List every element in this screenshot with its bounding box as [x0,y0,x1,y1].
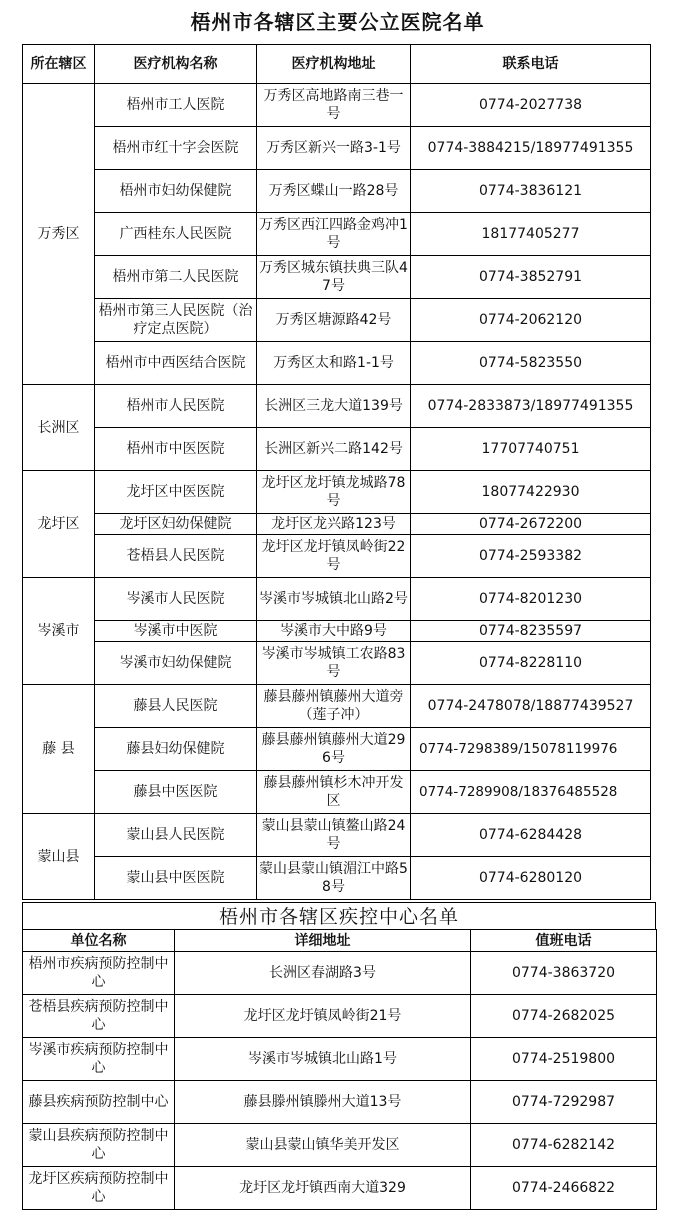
hospital-row [23,685,651,728]
phone-cell: 0774-6284428 [411,814,651,857]
cdc-phone-cell: 0774-3863720 [471,952,657,995]
institution-address-cell: 长洲区三龙大道139号 [257,385,411,428]
cdc-address-cell: 龙圩区龙圩镇西南大道329 [175,1167,471,1210]
phone-cell: 18177405277 [411,213,651,256]
cdc-phone-cell: 0774-6282142 [471,1124,657,1167]
cdc-table-header [23,930,657,952]
phone-cell: 17707740751 [411,428,651,471]
district-cell: 长洲区 [23,385,95,471]
header-unit-name: 单位名称 [23,930,175,952]
institution-name-cell: 梧州市红十字会医院 [95,127,257,170]
cdc-row [23,1124,657,1167]
phone-cell: 0774-3836121 [411,170,651,213]
institution-address-cell: 蒙山县蒙山镇鳌山路24号 [257,814,411,857]
institution-address-cell: 岑溪市岑城镇工农路83号 [257,642,411,685]
institution-name-cell: 岑溪市妇幼保健院 [95,642,257,685]
header-institution-name: 医疗机构名称 [95,45,257,84]
header-phone: 联系电话 [411,45,651,84]
cdc-unit-cell: 苍梧县疾病预防控制中心 [23,995,175,1038]
hospital-row [23,771,651,814]
phone-cell: 0774-2672200 [411,514,651,535]
hospital-row [23,814,651,857]
institution-name-cell: 梧州市人民医院 [95,385,257,428]
institution-name-cell: 梧州市妇幼保健院 [95,170,257,213]
institution-address-cell: 万秀区高地路南三巷一号 [257,84,411,127]
institution-name-cell: 蒙山县人民医院 [95,814,257,857]
hospital-row [23,642,651,685]
institution-address-cell: 岑溪市大中路9号 [257,621,411,642]
phone-cell: 0774-2833873/18977491355 [411,385,651,428]
institution-name-cell: 藤县妇幼保健院 [95,728,257,771]
hospital-table-body [23,84,651,900]
cdc-unit-cell: 龙圩区疾病预防控制中心 [23,1167,175,1210]
phone-cell: 0774-8228110 [411,642,651,685]
cdc-address-cell: 岑溪市岑城镇北山路1号 [175,1038,471,1081]
hospital-row [23,299,651,342]
phone-cell: 0774-2593382 [411,535,651,578]
cdc-row [23,1167,657,1210]
cdc-address-cell: 龙圩区龙圩镇凤岭街21号 [175,995,471,1038]
institution-name-cell: 苍梧县人民医院 [95,535,257,578]
hospital-row [23,514,651,535]
hospital-row [23,471,651,514]
cdc-row [23,952,657,995]
institution-name-cell: 广西桂东人民医院 [95,213,257,256]
institution-address-cell: 龙圩区龙圩镇龙城路78号 [257,471,411,514]
institution-address-cell: 万秀区新兴一路3-1号 [257,127,411,170]
institution-name-cell: 龙圩区妇幼保健院 [95,514,257,535]
phone-cell: 0774-2478078/18877439527 [411,685,651,728]
institution-address-cell: 岑溪市岑城镇北山路2号 [257,578,411,621]
institution-address-cell: 万秀区城东镇扶典三队47号 [257,256,411,299]
cdc-table [22,929,657,1210]
institution-name-cell: 梧州市第二人民医院 [95,256,257,299]
phone-cell: 0774-8235597 [411,621,651,642]
cdc-row [23,1038,657,1081]
institution-address-cell: 龙圩区龙圩镇凤岭街22号 [257,535,411,578]
hospital-row [23,342,651,385]
institution-address-cell: 藤县藤州镇藤州大道旁（莲子冲） [257,685,411,728]
institution-name-cell: 藤县中医医院 [95,771,257,814]
hospital-row [23,213,651,256]
phone-cell: 18077422930 [411,471,651,514]
institution-name-cell: 岑溪市人民医院 [95,578,257,621]
institution-name-cell: 梧州市工人医院 [95,84,257,127]
cdc-list-title: 梧州市各辖区疾控中心名单 [22,902,656,930]
institution-name-cell: 龙圩区中医医院 [95,471,257,514]
cdc-phone-cell: 0774-2466822 [471,1167,657,1210]
institution-address-cell: 万秀区塘源路42号 [257,299,411,342]
hospital-row [23,170,651,213]
header-duty-phone: 值班电话 [471,930,657,952]
cdc-phone-cell: 0774-2519800 [471,1038,657,1081]
district-cell: 万秀区 [23,84,95,385]
hospital-list-title: 梧州市各辖区主要公立医院名单 [190,10,485,34]
header-detail-address: 详细地址 [175,930,471,952]
district-cell: 蒙山县 [23,814,95,900]
phone-cell: 0774-7289908/18376485528 [411,771,651,814]
institution-address-cell: 万秀区西江四路金鸡冲1号 [257,213,411,256]
hospital-row [23,535,651,578]
cdc-address-cell: 长洲区春湖路3号 [175,952,471,995]
phone-cell: 0774-3884215/18977491355 [411,127,651,170]
hospital-row [23,256,651,299]
institution-address-cell: 万秀区蝶山一路28号 [257,170,411,213]
phone-cell: 0774-5823550 [411,342,651,385]
institution-address-cell: 长洲区新兴二路142号 [257,428,411,471]
phone-cell: 0774-8201230 [411,578,651,621]
cdc-unit-cell: 梧州市疾病预防控制中心 [23,952,175,995]
cdc-phone-cell: 0774-7292987 [471,1081,657,1124]
institution-name-cell: 藤县人民医院 [95,685,257,728]
cdc-table-body [23,952,657,1210]
hospital-table-header [23,45,651,84]
institution-name-cell: 蒙山县中医医院 [95,857,257,900]
hospital-table [22,44,651,900]
phone-cell: 0774-7298389/15078119976 [411,728,651,771]
hospital-row [23,127,651,170]
hospital-row [23,728,651,771]
hospital-row [23,621,651,642]
hospital-row [23,385,651,428]
cdc-address-cell: 蒙山县蒙山镇华美开发区 [175,1124,471,1167]
institution-name-cell: 梧州市第三人民医院（治疗定点医院） [95,299,257,342]
cdc-row [23,995,657,1038]
phone-cell: 0774-3852791 [411,256,651,299]
header-district: 所在辖区 [23,45,95,84]
cdc-unit-cell: 岑溪市疾病预防控制中心 [23,1038,175,1081]
cdc-address-cell: 藤县滕州镇滕州大道13号 [175,1081,471,1124]
header-institution-address: 医疗机构地址 [257,45,411,84]
hospital-row [23,578,651,621]
hospital-row [23,84,651,127]
institution-address-cell: 蒙山县蒙山镇湄江中路58号 [257,857,411,900]
cdc-row [23,1081,657,1124]
phone-cell: 0774-6280120 [411,857,651,900]
district-cell: 岑溪市 [23,578,95,685]
institution-address-cell: 万秀区太和路1-1号 [257,342,411,385]
institution-name-cell: 岑溪市中医院 [95,621,257,642]
cdc-unit-cell: 蒙山县疾病预防控制中心 [23,1124,175,1167]
hospital-row [23,857,651,900]
cdc-unit-cell: 藤县疾病预防控制中心 [23,1081,175,1124]
phone-cell: 0774-2062120 [411,299,651,342]
district-cell: 藤 县 [23,685,95,814]
cdc-phone-cell: 0774-2682025 [471,995,657,1038]
institution-address-cell: 龙圩区龙兴路123号 [257,514,411,535]
institution-address-cell: 藤县藤州镇藤州大道296号 [257,728,411,771]
institution-address-cell: 藤县藤州镇杉木冲开发区 [257,771,411,814]
institution-name-cell: 梧州市中医医院 [95,428,257,471]
institution-name-cell: 梧州市中西医结合医院 [95,342,257,385]
district-cell: 龙圩区 [23,471,95,578]
phone-cell: 0774-2027738 [411,84,651,127]
hospital-row [23,428,651,471]
